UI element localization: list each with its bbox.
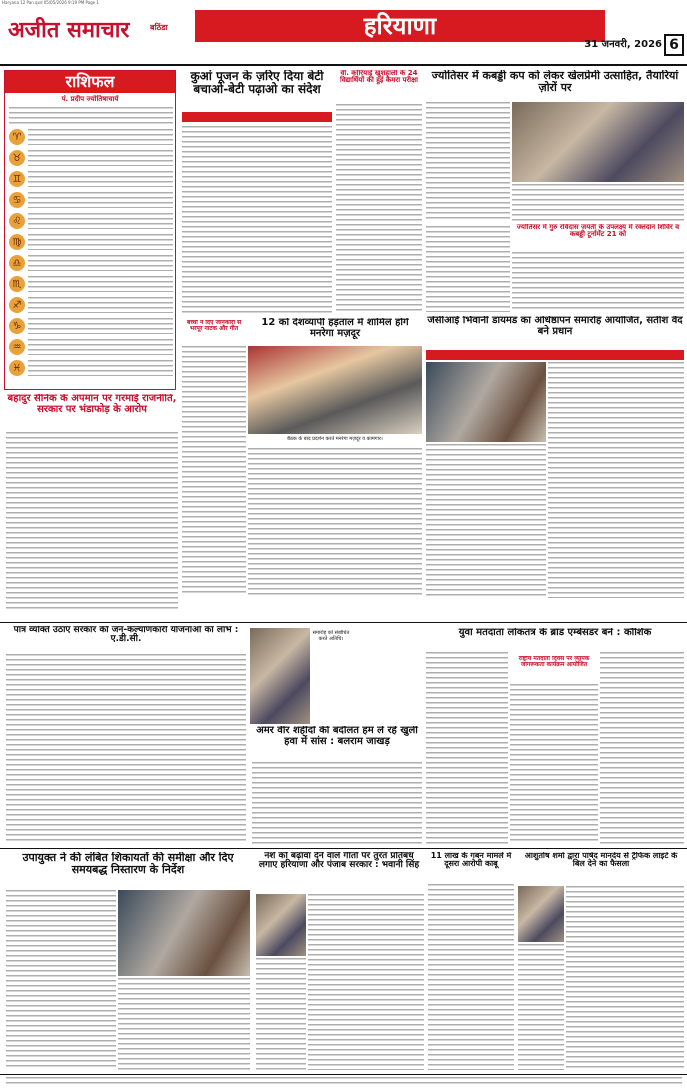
brand-city: बठिंडा	[150, 23, 168, 32]
zodiac-row	[9, 129, 173, 145]
photo-jci	[426, 362, 546, 442]
zodiac-row	[9, 192, 173, 208]
photo-ashutosh	[518, 886, 564, 942]
zodiac-text	[28, 234, 173, 250]
zodiac-text	[28, 297, 173, 313]
mid-rule	[0, 622, 687, 623]
headline-kabaddi: ज्योतिसर में कबड्डी कप को लेकर खेलप्रेमी उत्साहित, तैयारियां ज़ोरों पर	[431, 70, 679, 94]
zodiac-text	[28, 339, 173, 355]
zodiac-row	[9, 234, 173, 250]
lower-rule	[0, 848, 687, 849]
photo-mnrega	[248, 346, 422, 434]
zodiac-text	[28, 318, 173, 334]
zodiac-icon: ♌	[9, 213, 25, 229]
headline-jci: जेसीआई भिवानी डायमंड का अधिष्ठापन समारोह आयोजित, सतीश वैद बने प्रधान	[427, 316, 683, 337]
zodiac-row	[9, 339, 173, 355]
rashifal-byline: पं. प्रदीप ज्योतिषाचार्य	[61, 95, 119, 103]
zodiac-row	[9, 276, 173, 292]
zodiac-icon: ♈	[9, 129, 25, 145]
story-voter-body-3	[600, 652, 684, 844]
rashifal-intro	[9, 107, 173, 127]
story-children-body	[182, 346, 246, 596]
footer-imprint	[6, 1077, 682, 1087]
headline-shaheed: अमर वीर शहीदों की बदौलत हम लें रहे खुली हवा में सांस : बलराम जाखड़	[256, 726, 418, 747]
story-fraud-body	[428, 884, 514, 1070]
zodiac-icon: ♐	[9, 297, 25, 313]
zodiac-icon: ♊	[9, 171, 25, 187]
headline-ravidas: ज्योतिसर में गुरु रविदास जयंती के उपलक्ष्य में रक्तदान शिविर व कबड्डी टूर्नामेंट 21 को	[516, 224, 680, 239]
headline-traffic-lights: आशुतोष शर्मा द्वारा पार्षद मानदेय से ट्रैफिक लाइटें के बिल देने का फैसला	[524, 852, 678, 869]
masthead	[0, 8, 687, 66]
story-shaheed-body	[252, 762, 422, 844]
zodiac-row	[9, 297, 173, 313]
masthead-rule	[0, 64, 687, 66]
headline-adc: पात्र व्यक्ति उठाएं सरकार की जन-कल्याणकारी योजनाओं का लाभ : ए.डी.सी.	[13, 626, 239, 645]
headline-fraud: 11 लाख के गबन मामले में दूसरा आरोपी काबू	[430, 852, 512, 869]
brand-logo: अजीत समाचार	[8, 17, 130, 43]
section-title: हरियाणा	[195, 10, 605, 42]
zodiac-text	[28, 276, 173, 292]
zodiac-list	[9, 129, 173, 387]
headline-korea: वी. कोरियाई खुशहाली के 24 विद्यार्थियों की हुई कैमरा परीक्षा	[340, 70, 418, 85]
story-traffic-body	[566, 886, 684, 1070]
zodiac-text	[28, 213, 173, 229]
zodiac-text	[28, 171, 173, 187]
story-adc-body	[6, 654, 246, 844]
zodiac-icon: ♍	[9, 234, 25, 250]
story-kuan-body	[182, 126, 332, 316]
story-kuan-strip	[182, 112, 332, 122]
story-songs-ban-body-2	[256, 958, 306, 1070]
zodiac-text	[28, 360, 173, 376]
zodiac-icon: ♒	[9, 339, 25, 355]
story-jci-body-2	[426, 444, 546, 598]
page-number: 6	[664, 34, 684, 56]
story-kabaddi-body-2	[512, 184, 684, 222]
story-soldier-body	[6, 432, 178, 612]
story-ravidas-body	[426, 226, 510, 312]
zodiac-row	[9, 255, 173, 271]
story-songs-ban-body	[308, 894, 424, 1070]
zodiac-text	[28, 129, 173, 145]
story-dc-body-2	[118, 978, 250, 1070]
headline-mnrega: 12 को देशव्यापी हड़ताल में शामिल होंगे मनरेगा मज़दूर	[261, 318, 409, 339]
story-korea-body	[336, 104, 422, 312]
story-voter-body-2	[510, 684, 598, 844]
caption-mnrega: बैठक के बाद प्रदर्शन करते मनरेगा मज़दूर व कामगार।	[287, 436, 383, 442]
zodiac-icon: ♉	[9, 150, 25, 166]
story-dc-body	[6, 890, 116, 1070]
photo-shaheed	[250, 628, 310, 724]
zodiac-icon: ♋	[9, 192, 25, 208]
zodiac-row	[9, 318, 173, 334]
photo-dc	[118, 890, 250, 976]
print-slug: Haryana 12 Pan.qxd 05/05/2026 9:19 PM Page 1	[2, 0, 99, 5]
zodiac-text	[28, 192, 173, 208]
rashifal-box	[4, 70, 176, 390]
zodiac-text	[28, 255, 173, 271]
headline-kuan-poojan: कुआं पूजन के ज़रिए दिया बेटी बचाओ-बेटी पढ़ाओ का संदेश	[190, 70, 324, 96]
headline-soldier: बहादुर सैनिक के अपमान पर गरमाई राजनीति, सरकार पर भंडाफोड़ के आरोप	[7, 394, 177, 415]
zodiac-row	[9, 213, 173, 229]
page-date: 31 जनवरी, 2026	[584, 39, 662, 50]
caption-shaheed: समारोह को संबोधित करते अतिथि।	[312, 630, 350, 642]
zodiac-text	[28, 150, 173, 166]
zodiac-icon: ♎	[9, 255, 25, 271]
story-mnrega-body	[248, 448, 422, 598]
zodiac-icon: ♏	[9, 276, 25, 292]
headline-dc: उपायुक्त ने की लंबित शिकायतों की समीक्षा और दिए समयबद्ध निस्तारण के निर्देश	[22, 852, 234, 876]
headline-voter-day: राष्ट्रीय मतदाता दिवस पर व्यापक जागरूकता कार्यक्रम आयोजित	[518, 656, 590, 669]
zodiac-row	[9, 171, 173, 187]
footer-rule	[0, 1074, 687, 1075]
zodiac-row	[9, 360, 173, 376]
headline-voter: युवा मतदाता लोकतंत्र के ब्रांड एम्बेसडर बनें : कौशिक	[458, 628, 652, 638]
story-traffic-body-2	[518, 944, 564, 1070]
story-jci-strip	[426, 350, 684, 360]
rashifal-title: राशिफल	[5, 71, 175, 93]
story-kabaddi-body	[426, 102, 510, 222]
story-ravidas-body-2	[512, 252, 684, 312]
zodiac-icon: ♑	[9, 318, 25, 334]
story-jci-body	[548, 362, 684, 598]
zodiac-row	[9, 150, 173, 166]
story-voter-body	[426, 652, 508, 844]
headline-songs-ban: नशे को बढ़ावा देने वाले गीतों पर तुरंत प्रतिबंध लगाए हरियाणा और पंजाब सरकार : भवानी सिंह	[258, 852, 420, 871]
photo-bhawani-singh	[256, 894, 306, 956]
headline-children: बच्चों ने दिए जानकारी से भरपूर नाटक और गीत	[186, 320, 242, 333]
photo-kabaddi	[512, 102, 684, 182]
zodiac-icon: ♓	[9, 360, 25, 376]
